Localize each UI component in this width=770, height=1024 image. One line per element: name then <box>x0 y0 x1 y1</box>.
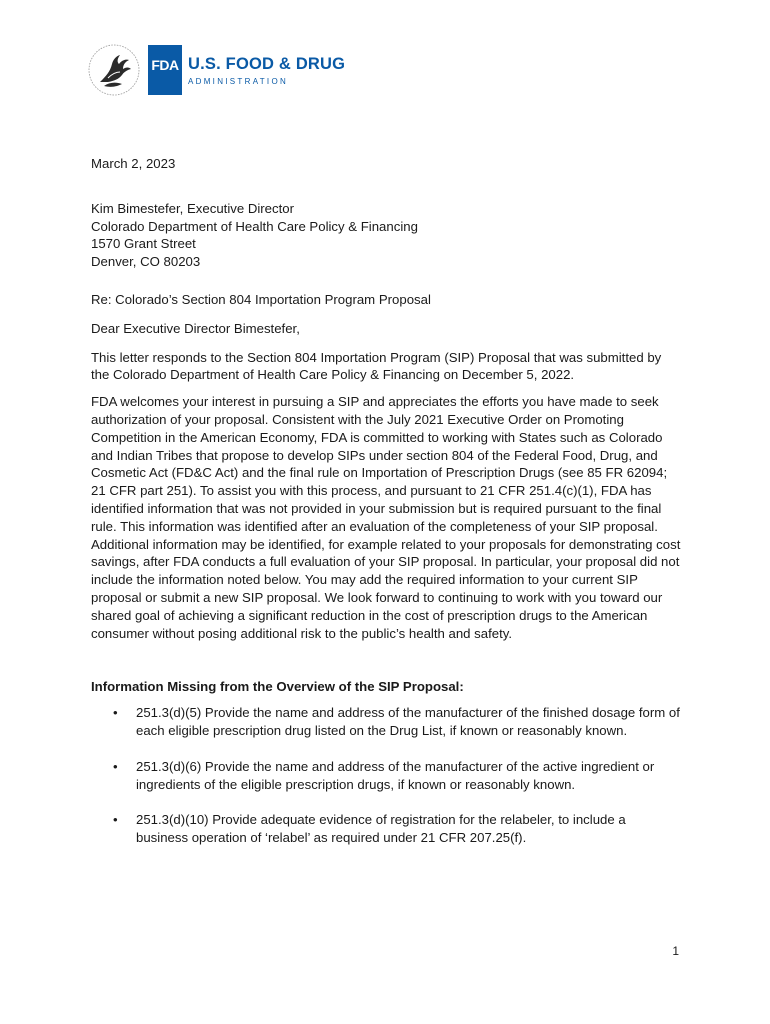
letter-date: March 2, 2023 <box>91 156 176 171</box>
agency-subtitle: ADMINISTRATION <box>188 77 289 86</box>
paragraph: FDA welcomes your interest in pursuing a SIP and appreciates the efforts you have made to seek authorization of your proposal. Consistent with the July 2021 Executive Order on Promoting Competition in the American Economy, FDA is committed to working with States such as Colorado and Indian Tribes that propose to develop SIPs under section 804 of the Federal Food, Drug, and Cosmetic Act (FD&C Act) and the final rule on Importation of Prescription Drugs (see 85 FR 62094; 21 CFR part 251). To assist you with this process, and pursuant to 21 CFR 251.4(c)(1), FDA has identified information that was not provided in your submission but is required pursuant to the final rule. This information was identified after an evaluation of the completeness of your SIP proposal. Additional information may be identified, for example related to your proposals for demonstrating cost savings, after FDA conducts a full evaluation of your SIP proposal. In particular, your proposal did not include the information noted below. You may add the required information to your current SIP proposal or submit a new SIP proposal. We look forward to continuing to work with you toward our shared goal of achieving a significant reduction in the cost of prescription drugs to the American consumer without posing additional risk to the public’s health and safety. <box>91 394 681 641</box>
recipient-line: Denver, CO 80203 <box>91 254 201 270</box>
page-number: 1 <box>672 944 679 958</box>
hhs-eagle-seal-icon <box>86 42 142 98</box>
salutation: Dear Executive Director Bimestefer, <box>91 320 300 336</box>
list-item-text: 251.3(d)(10) Provide adequate evidence of registration for the relabeler, to include a business operation of ‘relabel’ as required under 21 CFR 207.25(f). <box>136 812 626 846</box>
list-item-text: 251.3(d)(6) Provide the name and address of the manufacturer of the active ingredient or ingredients of the eligible prescription drugs, if known or reasonably known. <box>136 758 655 792</box>
list-item <box>91 811 681 847</box>
letter-body <box>91 155 681 865</box>
letterhead <box>86 40 345 100</box>
recipient-line: Colorado Department of Health Care Policy & Financing <box>91 218 418 234</box>
bullet-icon: • <box>113 705 118 721</box>
fda-logo-box: FDA <box>148 45 182 95</box>
agency-name: U.S. FOOD & DRUG <box>188 55 346 73</box>
bullet-icon: • <box>113 812 118 828</box>
recipient-line: 1570 Grant Street <box>91 236 196 252</box>
list-item <box>91 704 681 740</box>
list-item-text: 251.3(d)(5) Provide the name and address of the manufacturer of the finished dosage form of each eligible prescription drug listed on the Drug List, if known or reasonably known. <box>136 705 680 738</box>
recipient-line: Kim Bimestefer, Executive Director <box>91 200 295 216</box>
list-item <box>91 758 681 794</box>
missing-info-list <box>91 704 681 847</box>
agency-wordmark <box>188 54 345 86</box>
subject-line: Re: Colorado’s Section 804 Importation Program Proposal <box>91 291 431 307</box>
recipient-block <box>91 200 681 271</box>
section-heading: Information Missing from the Overview of the SIP Proposal: <box>91 679 464 695</box>
paragraph: This letter responds to the Section 804 Importation Program (SIP) Proposal that was submitted by the Colorado Department of Health Care Policy & Financing on December 5, 2022. <box>91 349 662 383</box>
bullet-icon: • <box>113 758 118 774</box>
